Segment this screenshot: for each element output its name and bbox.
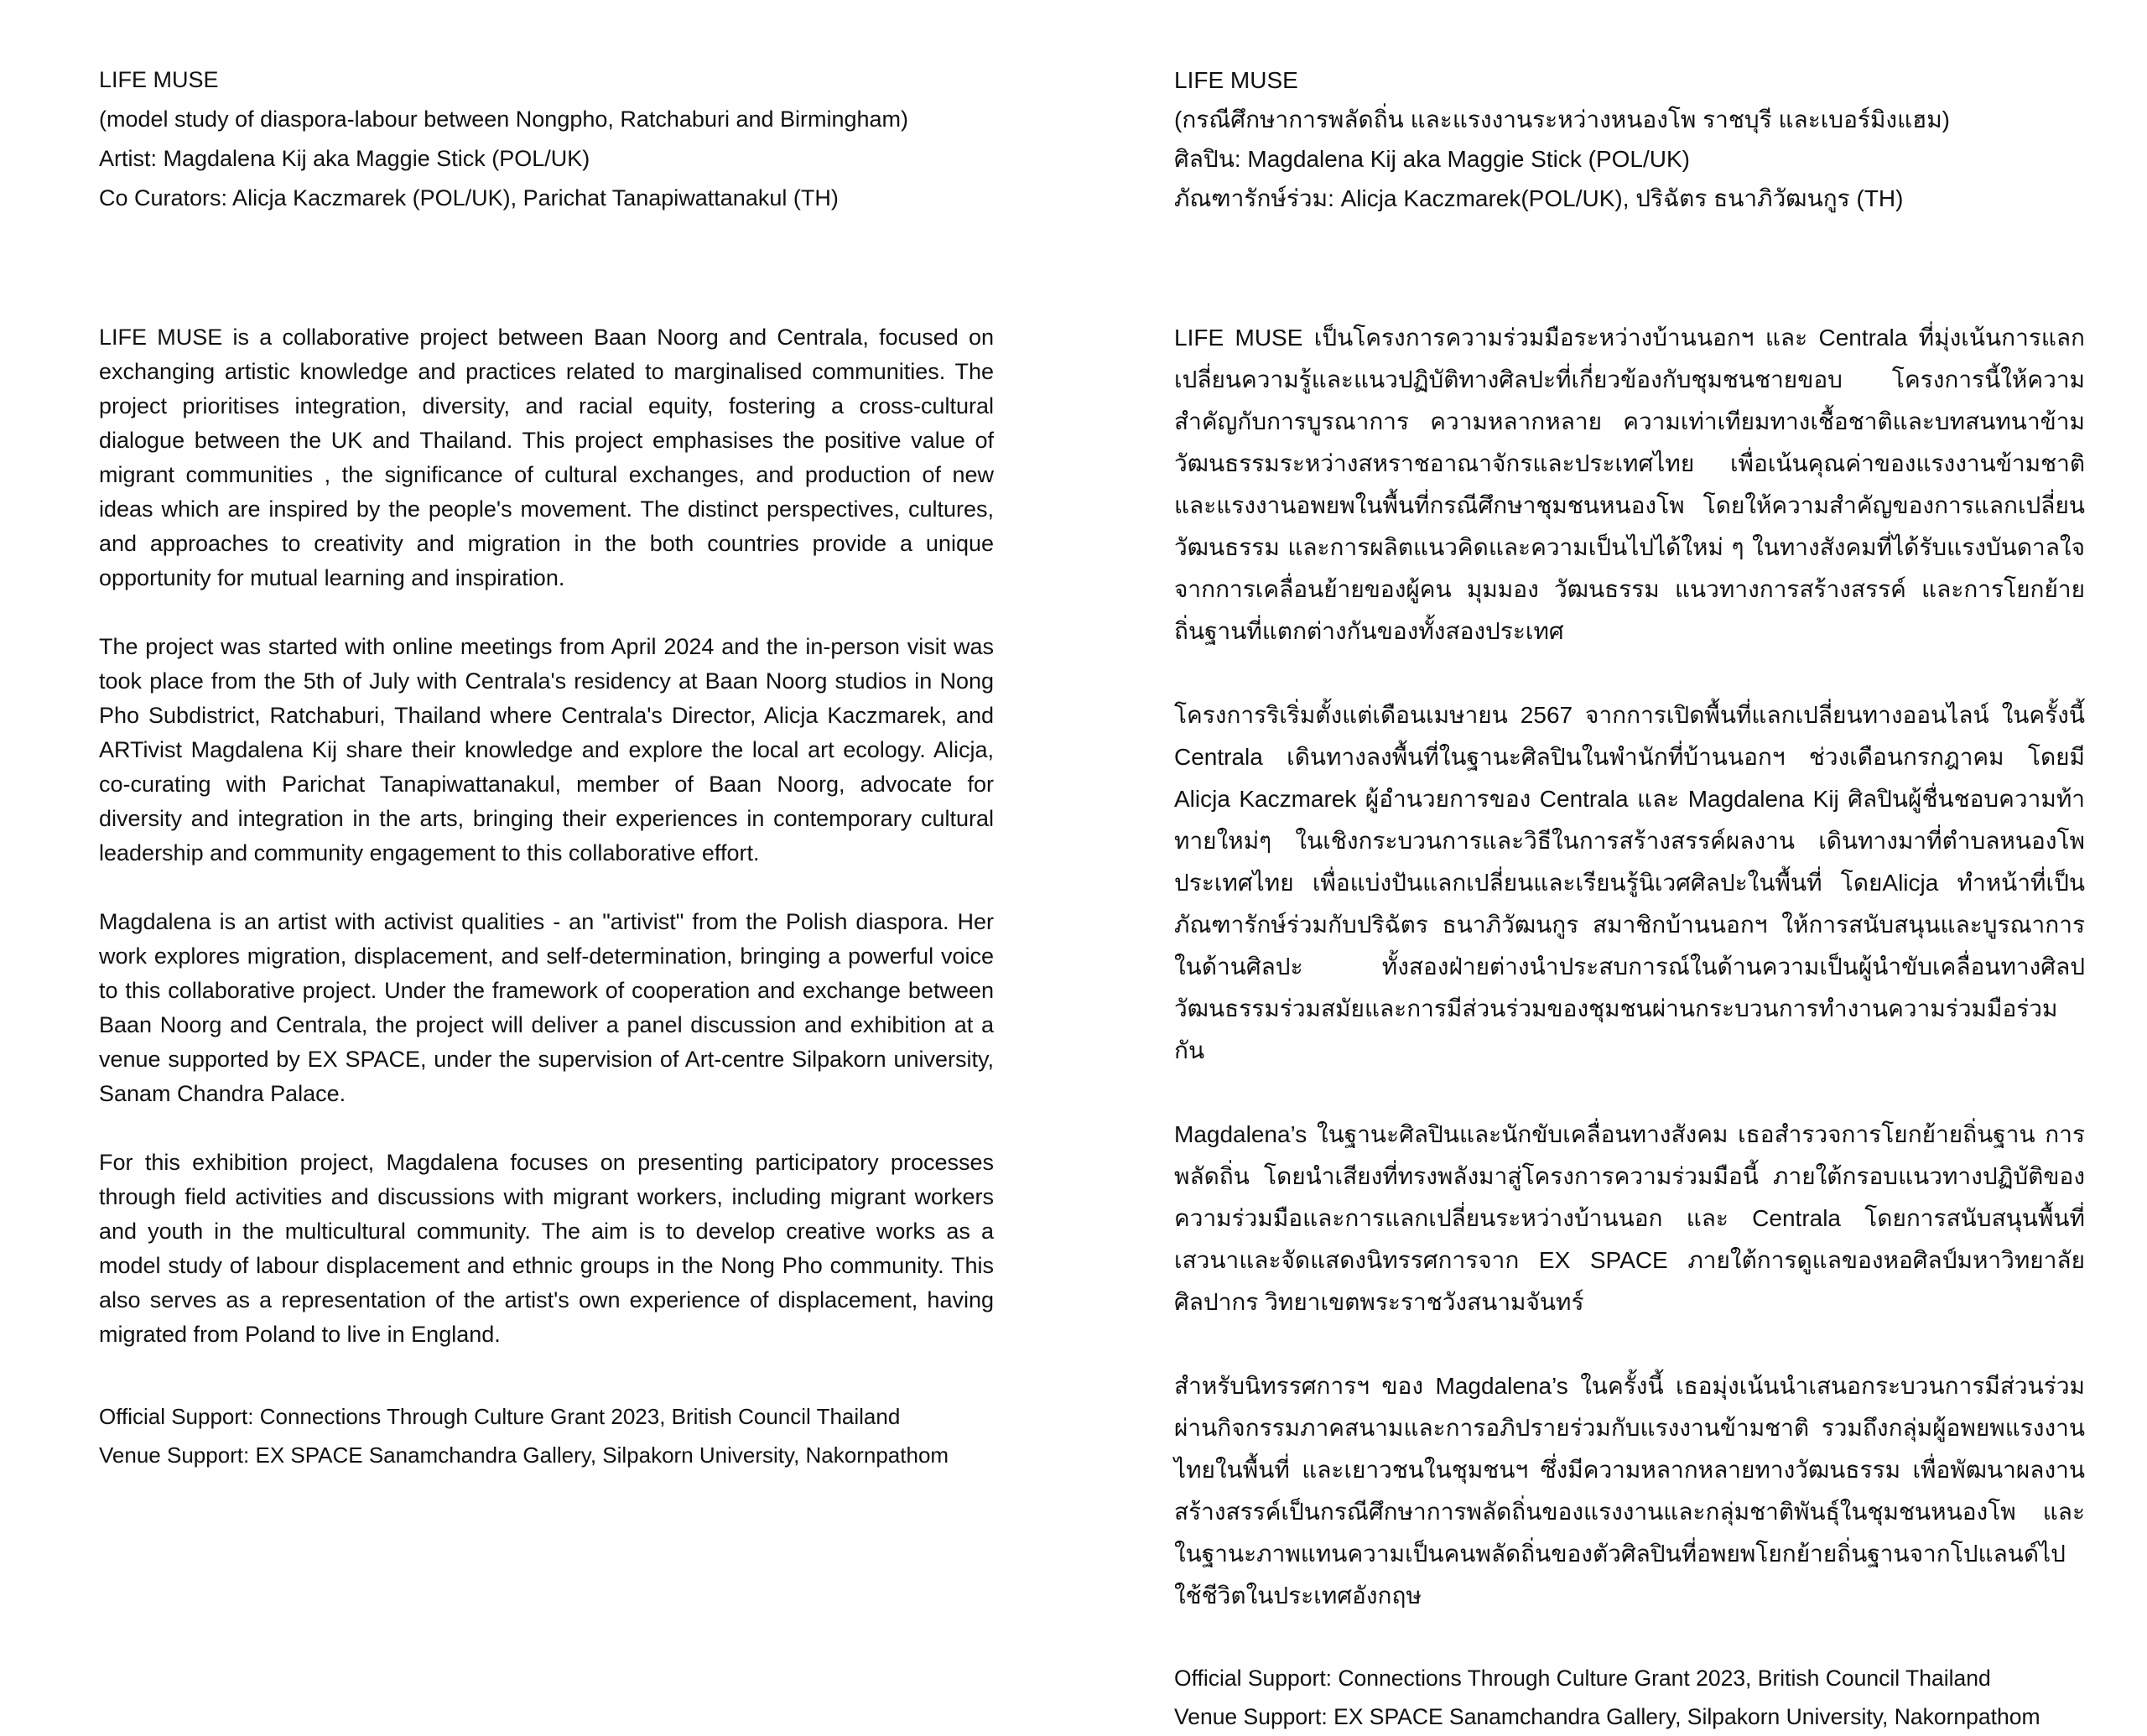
english-header	[99, 60, 994, 218]
thai-body	[1174, 317, 2085, 1659]
artist-line: ศิลปิน: Magdalena Kij aka Maggie Stick (POL/UK)	[1174, 146, 1690, 172]
english-column	[99, 60, 994, 1474]
document-subtitle: (กรณีศึกษาการพลัดถิ่น และแรงงานระหว่างหนองโพ ราชบุรี และเบอร์มิงแฮม)	[1174, 107, 1950, 133]
paragraph: Magdalena is an artist with activist qualities - an "artivist" from the Polish diaspora. Her work explores migration, displacement, and self-determination, bringing a powerful voice to this collaborative project. Under the framework of cooperation and exchange between Baan Noorg and Centrala, the project will deliver a panel discussion and exhibition at a venue supported by EX SPACE, under the supervision of Art-centre Silpakorn university, Sanam Chandra Palace.	[99, 909, 994, 1106]
document-title: LIFE MUSE	[99, 67, 219, 92]
paragraph: Magdalena’s ในฐานะศิลปินและนักขับเคลื่อนทางสังคม เธอสำรวจการโยกย้ายถิ่นฐาน การพลัดถิ่น โดยนำเสียงที่ทรงพลังมาสู่โครงการความร่วมมือนี้ ภายใต้กรอบแนวทางปฏิบัติของความร่วมมือและการแลกเปลี่ยนระหว่างบ้านนอก และ Centrala โดยการสนับสนุนพื้นที่เสวนาและจัดแสดงนิทรรศการจาก EX SPACE ภายใต้การดูแลของหอศิลป์มหาวิทยาลัยศิลปากร วิทยาเขตพระราชวังสนามจันทร์	[1174, 1121, 2085, 1315]
english-body	[99, 320, 994, 1386]
paragraph: สำหรับนิทรรศการฯ ของ Magdalena’s ในครั้งนี้ เธอมุ่งเน้นนำเสนอกระบวนการมีส่วนร่วมผ่านกิจกรรมภาคสนามและการอภิปรายร่วมกับแรงงานข้ามชาติ รวมถึงกลุ่มผู้อพยพแรงงานไทยในพื้นที่ และเยาวชนในชุมชนฯ ซึ่งมีความหลากหลายทางวัฒนธรรม เพื่อพัฒนาผลงานสร้างสรรค์เป็นกรณีศึกษาการพลัดถิ่นของแรงงานและกลุ่มชาติพันธุ์ในชุมชนหนองโพ และในฐานะภาพแทนความเป็นคนพลัดถิ่นของตัวศิลปินที่อพยพโยกย้ายถิ่นฐานจากโปแลนด์ไปใช้ชีวิตในประเทศอังกฤษ	[1174, 1373, 2085, 1609]
thai-column	[1174, 60, 2085, 1729]
thai-header	[1174, 60, 2085, 218]
venue-support-line: Venue Support: EX SPACE Sanamchandra Gallery, Silpakorn University, Nakornpathom	[1174, 1704, 2040, 1729]
paragraph: LIFE MUSE เป็นโครงการความร่วมมือระหว่างบ้านนอกฯ และ Centrala ที่มุ่งเน้นการแลกเปลี่ยนความรู้และแนวปฏิบัติทางศิลปะที่เกี่ยวข้องกับชุมชนชายขอบ โครงการนี้ให้ความสำคัญกับการบูรณาการ ความหลากหลาย ความเท่าเทียมทางเชื้อชาติและบทสนทนาข้ามวัฒนธรรมระหว่างสหราชอาณาจักรและประเทศไทย เพื่อเน้นคุณค่าของแรงงานข้ามชาติและแรงงานอพยพในพื้นที่กรณีศึกษาชุมชนหนองโพ โดยให้ความสำคัญของการแลกเปลี่ยนวัฒนธรรม และการผลิตแนวคิดและความเป็นไปได้ใหม่ ๆ ในทางสังคมที่ได้รับแรงบันดาลใจจากการเคลื่อนย้ายของผู้คน มุมมอง วัฒนธรรม แนวทางการสร้างสรรค์ และการโยกย้ายถิ่นฐานที่แตกต่างกันของทั้งสองประเทศ	[1174, 325, 2085, 644]
paragraph: The project was started with online meetings from April 2024 and the in-person visit was took place from the 5th of July with Centrala's residency at Baan Noorg studios in Nong Pho Subdistrict, Ratchaburi, Thailand where Centrala's Director, Alicja Kaczmarek, and ARTivist Magdalena Kij share their knowledge and explore the local art ecology. Alicja, co-curating with Parichat Tanapiwattanakul, member of Baan Noorg, advocate for diversity and integration in the arts, bringing their experiences in contemporary cultural leadership and community engagement to this collaborative effort.	[99, 634, 994, 865]
official-support-line: Official Support: Connections Through Culture Grant 2023, British Council Thailand	[99, 1404, 901, 1429]
english-footer	[99, 1397, 994, 1474]
thai-footer	[1174, 1659, 2085, 1736]
paragraph: LIFE MUSE is a collaborative project between Baan Noorg and Centrala, focused on exchanging artistic knowledge and practices related to marginalised communities. The project prioritises integration, diversity, and racial equity, fostering a cross-cultural dialogue between the UK and Thailand. This project emphasises the positive value of migrant communities , the significance of cultural exchanges, and production of new ideas which are inspired by the people's movement. The distinct perspectives, cultures, and approaches to creativity and migration in the both countries provide a unique opportunity for mutual learning and inspiration.	[99, 325, 994, 590]
official-support-line: Official Support: Connections Through Culture Grant 2023, British Council Thailand	[1174, 1666, 1991, 1691]
curators-line: Co Curators: Alicja Kaczmarek (POL/UK), Parichat Tanapiwattanakul (TH)	[99, 185, 839, 211]
document-title: LIFE MUSE	[1174, 67, 1298, 93]
curators-line: ภัณฑารักษ์ร่วม: Alicja Kaczmarek(POL/UK), ปริฉัตร ธนาภิวัฒนกูร (TH)	[1174, 185, 1904, 211]
paragraph: For this exhibition project, Magdalena focuses on presenting participatory processes through field activities and discussions with migrant workers, including migrant workers and youth in the multicultural community. The aim is to develop creative works as a model study of labour displacement and ethnic groups in the Nong Pho community. This also serves as a representation of the artist's own experience of displacement, having migrated from Poland to live in England.	[99, 1150, 994, 1347]
venue-support-line: Venue Support: EX SPACE Sanamchandra Gallery, Silpakorn University, Nakornpathom	[99, 1442, 949, 1468]
document-subtitle: (model study of diaspora-labour between Nongpho, Ratchaburi and Birmingham)	[99, 107, 909, 132]
artist-line: Artist: Magdalena Kij aka Maggie Stick (POL/UK)	[99, 146, 590, 171]
paragraph: โครงการริเริ่มตั้งแต่เดือนเมษายน 2567 จากการเปิดพื้นที่แลกเปลี่ยนทางออนไลน์ ในครั้งนี้ Centrala เดินทางลงพื้นที่ในฐานะศิลปินในพำนักที่บ้านนอกฯ ช่วงเดือนกรกฎาคม โดยมี Alicja Kaczmarek ผู้อำนวยการของ Centrala และ Magdalena Kij ศิลปินผู้ชื่นชอบความท้าทายใหม่ๆ ในเชิงกระบวนการและวิธีในการสร้างสรรค์ผลงาน เดินทางมาที่ตำบลหนองโพ ประเทศไทย เพื่อแบ่งปันแลกเปลี่ยนและเรียนรู้นิเวศศิลปะในพื้นที่ โดยAlicja ทำหน้าที่เป็นภัณฑารักษ์ร่วมกับปริฉัตร ธนาภิวัฒนกูร สมาชิกบ้านนอกฯ ให้การสนับสนุนและบูรณาการในด้านศิลปะ ทั้งสองฝ่ายต่างนำประสบการณ์ในด้านความเป็นผู้นำขับเคลื่อนทางศิลปวัฒนธรรมร่วมสมัยและการมีส่วนร่วมของชุมชนผ่านกระบวนการทำงานความร่วมมือร่วมกัน	[1174, 702, 2085, 1063]
